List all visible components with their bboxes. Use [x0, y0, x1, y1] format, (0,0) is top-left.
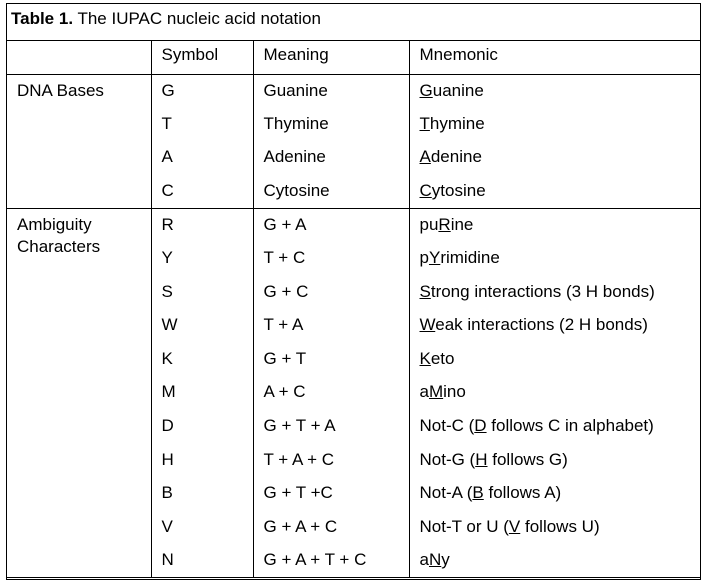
mnemonic-underlined-letter: K	[419, 348, 431, 368]
cell-mnemonic	[409, 108, 700, 142]
cell-mnemonic	[409, 175, 700, 209]
mnemonic-underlined-letter: S	[419, 281, 431, 301]
mnemonic-text: ytosine	[431, 180, 486, 200]
cell-meaning: T + C	[253, 242, 409, 276]
cell-meaning: Adenine	[253, 141, 409, 175]
mnemonic-underlined-letter: A	[419, 147, 431, 167]
cell-mnemonic	[409, 477, 700, 511]
header-group	[7, 41, 151, 74]
cell-meaning: Guanine	[253, 74, 409, 108]
mnemonic-text: ine	[450, 214, 474, 234]
mnemonic-text: hymine	[429, 113, 485, 133]
header-symbol: Symbol	[151, 41, 253, 74]
cell-symbol: N	[151, 544, 253, 578]
cell-mnemonic	[409, 544, 700, 578]
cell-symbol: Y	[151, 242, 253, 276]
table-caption-label: Table 1.	[11, 9, 74, 28]
cell-symbol: M	[151, 376, 253, 410]
mnemonic-underlined-letter: V	[508, 516, 521, 536]
cell-mnemonic	[409, 276, 700, 310]
cell-meaning: G + T	[253, 343, 409, 377]
mnemonic-text: y	[441, 550, 450, 570]
mnemonic-text: p	[419, 247, 429, 267]
mnemonic-text: follows A)	[483, 483, 562, 503]
cell-symbol: D	[151, 410, 253, 444]
iupac-table-frame	[6, 3, 701, 580]
cell-symbol: G	[151, 74, 253, 108]
mnemonic-text: Not-A (	[419, 483, 473, 503]
table-caption	[7, 4, 700, 41]
header-meaning: Meaning	[253, 41, 409, 74]
mnemonic-underlined-letter: H	[475, 449, 488, 469]
cell-meaning: A + C	[253, 376, 409, 410]
cell-meaning: Cytosine	[253, 175, 409, 209]
mnemonic-text: Not-T or U (	[419, 516, 509, 536]
cell-symbol: T	[151, 108, 253, 142]
cell-symbol: B	[151, 477, 253, 511]
cell-meaning: G + A + C	[253, 511, 409, 545]
mnemonic-text: ino	[443, 382, 466, 402]
mnemonic-underlined-letter: N	[428, 550, 442, 570]
mnemonic-text: denine	[430, 147, 482, 167]
cell-mnemonic	[409, 343, 700, 377]
cell-mnemonic	[409, 376, 700, 410]
mnemonic-text: a	[419, 382, 429, 402]
mnemonic-underlined-letter: R	[438, 214, 451, 234]
table-caption-text: The IUPAC nucleic acid notation	[73, 9, 321, 28]
mnemonic-underlined-letter: T	[419, 113, 430, 133]
mnemonic-text: rimidine	[440, 247, 500, 267]
cell-symbol: H	[151, 444, 253, 478]
cell-symbol: K	[151, 343, 253, 377]
mnemonic-underlined-letter: W	[419, 315, 436, 335]
cell-symbol: W	[151, 309, 253, 343]
row-group-label: DNA Bases	[7, 74, 151, 208]
mnemonic-text: follows C in alphabet)	[486, 415, 654, 435]
mnemonic-underlined-letter: C	[419, 180, 432, 200]
cell-meaning: G + T + A	[253, 410, 409, 444]
cell-meaning: G + A + T + C	[253, 544, 409, 578]
mnemonic-text: pu	[419, 214, 439, 234]
mnemonic-text: uanine	[432, 80, 484, 100]
cell-mnemonic	[409, 410, 700, 444]
mnemonic-underlined-letter: D	[474, 415, 487, 435]
mnemonic-text: trong interactions (3 H bonds)	[430, 281, 655, 301]
mnemonic-text: Not-C (	[419, 415, 475, 435]
table-header-row	[7, 41, 700, 74]
cell-meaning: G + C	[253, 276, 409, 310]
cell-meaning: G + T +C	[253, 477, 409, 511]
mnemonic-text: Not-G (	[419, 449, 476, 469]
cell-symbol: S	[151, 276, 253, 310]
cell-mnemonic	[409, 141, 700, 175]
cell-meaning: T + A + C	[253, 444, 409, 478]
cell-symbol: V	[151, 511, 253, 545]
cell-symbol: A	[151, 141, 253, 175]
cell-mnemonic	[409, 444, 700, 478]
mnemonic-text: eto	[430, 348, 455, 368]
cell-meaning: G + A	[253, 208, 409, 242]
cell-symbol: R	[151, 208, 253, 242]
cell-meaning: T + A	[253, 309, 409, 343]
cell-mnemonic	[409, 242, 700, 276]
table-row	[7, 74, 700, 108]
mnemonic-text: eak interactions (2 H bonds)	[435, 315, 648, 335]
cell-mnemonic	[409, 309, 700, 343]
cell-mnemonic	[409, 74, 700, 108]
row-group-label: Ambiguity Characters	[7, 208, 151, 578]
mnemonic-text: follows G)	[487, 449, 568, 469]
cell-mnemonic	[409, 511, 700, 545]
mnemonic-underlined-letter: B	[472, 483, 484, 503]
mnemonic-text: a	[419, 550, 429, 570]
mnemonic-underlined-letter: Y	[428, 247, 441, 267]
mnemonic-underlined-letter: G	[419, 80, 433, 100]
cell-meaning: Thymine	[253, 108, 409, 142]
mnemonic-text: follows U)	[520, 516, 600, 536]
cell-mnemonic	[409, 208, 700, 242]
mnemonic-underlined-letter: M	[428, 382, 444, 402]
iupac-table	[7, 41, 700, 578]
table-row	[7, 208, 700, 242]
header-mnemonic: Mnemonic	[409, 41, 700, 74]
cell-symbol: C	[151, 175, 253, 209]
